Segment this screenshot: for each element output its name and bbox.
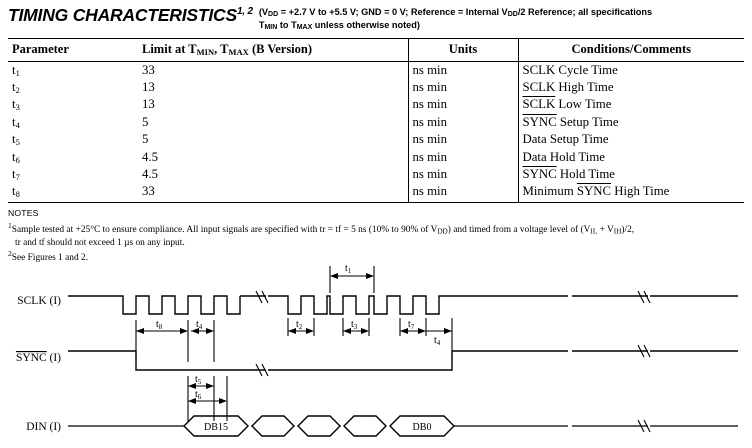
cell-conditions: SYNC Hold Time bbox=[518, 166, 744, 183]
cell-limit: 4.5 bbox=[142, 166, 158, 181]
cell-limit: 13 bbox=[142, 97, 155, 112]
note-2: $^2$See Figures 1 and 2. bbox=[8, 249, 89, 264]
table-bottom-rule bbox=[8, 203, 744, 204]
column-header-units: Units bbox=[408, 38, 518, 61]
timing-spec-table bbox=[8, 38, 744, 204]
table-row bbox=[8, 79, 744, 96]
cell-conditions: Minimum SYNC High Time bbox=[518, 183, 744, 203]
time-label-t7: $t_7$ bbox=[408, 319, 415, 331]
cell-conditions: Data Setup Time bbox=[518, 131, 744, 148]
page-title-text: TIMING CHARACTERISTICS bbox=[8, 5, 237, 25]
timing-diagram-svg bbox=[8, 258, 744, 446]
cell-limit: 5 bbox=[142, 114, 149, 129]
time-label-t8: $t_8$ bbox=[156, 319, 163, 331]
data-label-db0: DB0 bbox=[412, 422, 432, 433]
cell-limit: 13 bbox=[142, 80, 155, 95]
time-label-t6: $t_6$ bbox=[195, 389, 202, 401]
column-header-conditions: Conditions/Comments bbox=[518, 38, 744, 61]
cell-units: ns min bbox=[408, 61, 518, 79]
timing-diagram bbox=[8, 258, 744, 446]
signal-label-sync: SYNC (I) bbox=[15, 352, 61, 364]
cell-parameter: $t_6$ bbox=[12, 149, 20, 165]
table-row bbox=[8, 96, 744, 113]
cell-conditions: SCLK Cycle Time bbox=[518, 61, 744, 79]
cell-parameter: $t_4$ bbox=[12, 114, 20, 130]
cell-units: ns min bbox=[408, 148, 518, 165]
cell-parameter: $t_2$ bbox=[12, 80, 20, 96]
cell-parameter: $t_1$ bbox=[8, 61, 138, 79]
signal-label-sclk: SCLK (I) bbox=[17, 295, 61, 307]
time-label-t4-sync: $t_4$ bbox=[196, 319, 203, 331]
table-row bbox=[8, 183, 744, 203]
cell-units: ns min bbox=[408, 96, 518, 113]
notes-block bbox=[8, 208, 744, 264]
title-conditions-line2: TMIN to TMAX unless otherwise noted) bbox=[258, 19, 420, 31]
time-label-t2: $t_2$ bbox=[296, 319, 303, 331]
cell-conditions: SCLK High Time bbox=[518, 79, 744, 96]
time-label-t1: $t_1$ bbox=[345, 263, 352, 275]
cell-units: ns min bbox=[408, 183, 518, 203]
cell-parameter: $t_8$ bbox=[12, 184, 20, 200]
cell-units: ns min bbox=[408, 131, 518, 148]
table-row bbox=[8, 148, 744, 165]
column-header-parameter: Parameter bbox=[8, 38, 138, 61]
cell-units: ns min bbox=[408, 114, 518, 131]
time-label-t4-b: $t_4$ bbox=[434, 335, 441, 347]
cell-conditions: SYNC Setup Time bbox=[518, 114, 744, 131]
title-conditions-line1: (VDD = +2.7 V to +5.5 V; GND = 0 V; Reference = Internal VDD/2 Reference; all specifications bbox=[258, 7, 653, 18]
table-row bbox=[8, 114, 744, 131]
cell-parameter: $t_7$ bbox=[12, 166, 20, 182]
signal-label-din: DIN (I) bbox=[26, 421, 61, 433]
page-title-superscript: 1, 2 bbox=[236, 6, 253, 18]
table-header-row bbox=[8, 38, 744, 61]
page-title bbox=[8, 6, 253, 24]
cell-limit: 4.5 bbox=[142, 149, 158, 164]
time-marker-row-middle bbox=[136, 318, 452, 362]
cell-units: ns min bbox=[408, 166, 518, 183]
cell-limit: 33 bbox=[142, 184, 155, 199]
time-label-t5: $t_5$ bbox=[195, 374, 202, 386]
table-bottom-rule-row bbox=[8, 203, 744, 204]
title-row bbox=[8, 6, 744, 33]
notes-heading: NOTES bbox=[8, 208, 39, 219]
cell-limit: 5 bbox=[142, 132, 149, 147]
table-row bbox=[8, 166, 744, 183]
cell-parameter: $t_3$ bbox=[12, 97, 20, 113]
cell-conditions: Data Hold Time bbox=[518, 148, 744, 165]
cell-limit: 33 bbox=[138, 61, 408, 79]
cell-parameter: $t_5$ bbox=[12, 132, 20, 148]
data-label-db15: DB15 bbox=[204, 422, 228, 433]
time-label-t3: $t_3$ bbox=[351, 319, 358, 331]
cell-conditions: SCLK Low Time bbox=[518, 96, 744, 113]
note-1-line-2: tr and tf should not exceed 1 µs on any input. bbox=[15, 237, 185, 248]
note-1-line-1: $^1$Sample tested at +25°C to ensure compliance. All input signals are specified with tr = tf = 5 ns (10% to 90% of $V_{DD}$) and timed from a voltage level of $(V_{IL} + V_{IH})/2$, bbox=[8, 220, 635, 236]
time-marker-t1 bbox=[330, 266, 374, 293]
table-row bbox=[8, 61, 744, 79]
column-header-limit: Limit at $T_{MIN}$, $T_{MAX}$ (B Version) bbox=[138, 38, 408, 61]
title-conditions bbox=[259, 6, 652, 33]
cell-units: ns min bbox=[408, 79, 518, 96]
time-marker-t5-t6 bbox=[188, 376, 227, 421]
table-row bbox=[8, 131, 744, 148]
